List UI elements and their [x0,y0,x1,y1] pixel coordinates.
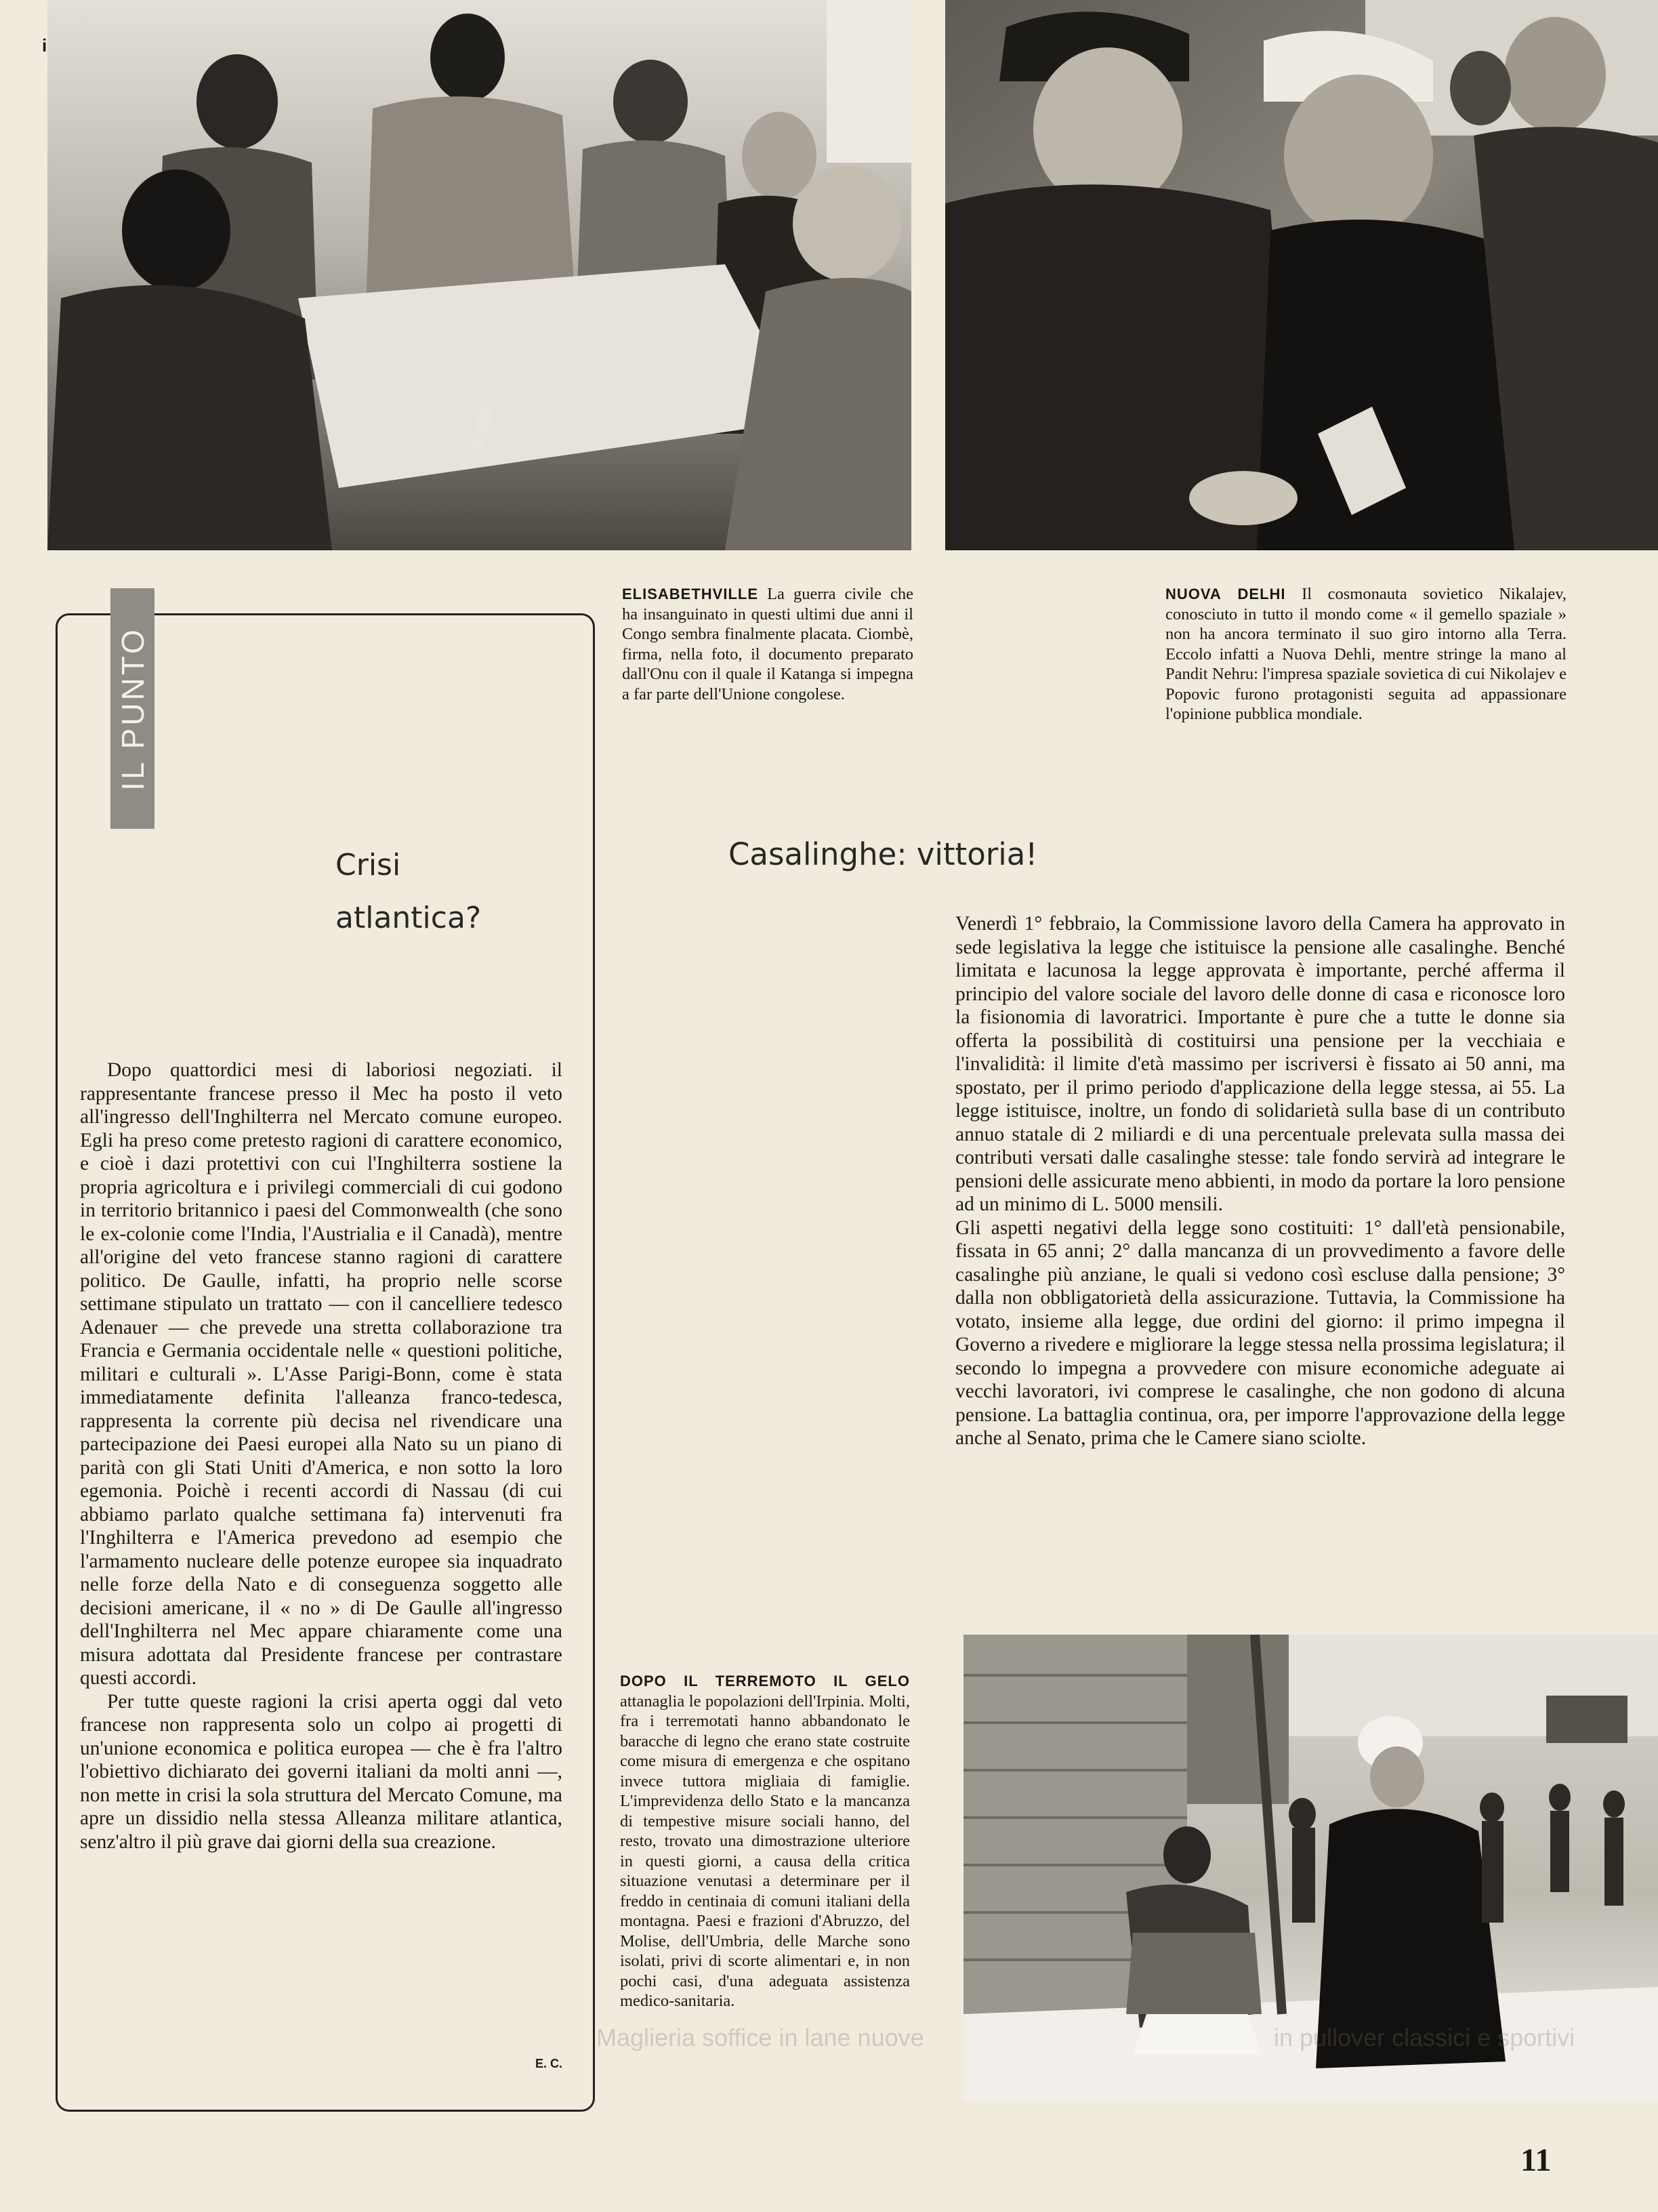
il-punto-paragraph-1: Dopo quattordici mesi di laboriosi negoziati. il rappresentante francese presso il Mec ha posto il veto all'ingresso dell'Inghilterra nel Mercato comune europeo. Egli ha preso come pretesto ragioni di carattere economico, e cioè i dazi protettivi con cui l'Inghilterra sostiene la propria agricoltura e i privilegi commerciali di cui godono in territorio britannico i paesi del Commonwealth (che sono le ex-colonie come l'India, l'Austrialia e il Canadà), mentre all'origine del veto francese stanno ragioni di carattere politico. De Gaulle, infatti, ha proprio nelle scorse settimane stipulato un trattato — con il cancelliere tedesco Adenauer — che prevede una stretta collaborazione tra Francia e Germania occidentale nelle « questioni politiche, militari e culturali ». L'Asse Parigi-Bonn, come è stata immediatamente definita l'alleanza franco-tedesca, rappresenta la corrente più decisa nel rivendicare una partecipazione dei Paesi europei alla Nato su un piano di parità con gli Stati Uniti d'America, e non sotto la loro egemonia. Poichè i recenti accordi di Nassau (di cui abbiamo parlato qualche settimana fa) intervenuti fra l'Inghilterra e l'America prevedono ad esempio che l'armamento nucleare delle potenze europee sia inquadrato nelle forze della Nato e di conseguenza soggetto alle decisioni americane, il « no » di De Gaulle all'ingresso dell'Inghilterra nel Mec appare chiaramente come una misura adottata dal Presidente francese per contrastare questi accordi. [80,1059,562,1689]
il-punto-label [110,588,154,829]
il-punto-signature: E. C. [535,2057,563,2070]
caption-terremoto-tag: DOPO IL TERREMOTO IL GELO [620,1673,910,1689]
caption-nuova-delhi-tag: NUOVA DELHI [1165,586,1286,602]
caption-elisabethville [622,584,913,704]
il-punto-title-line1: Crisi [335,848,401,882]
bleed-through-text-left: Maglieria soffice in lane nuove [596,2024,924,2051]
caption-terremoto [620,1671,910,2011]
bleed-through-text-right: in pullover classici e sportivi [1274,2024,1575,2051]
caption-elisabethville-text: La guerra civile che ha insanguinato in questi ultimi due anni il Congo sembra finalmente placata. Ciombè, firma, nella foto, il documento preparato dall'Onu con il quale il Katanga si impegna a far parte dell'Unione congolese. [622,585,914,703]
caption-terremoto-text: attanaglia le popolazioni dell'Irpinia. Molti, fra i terremotati hanno abbandonato le baracche di legno che erano state costruite come misura di emergenza e che ospitano invece tuttora migliaia di famiglie. L'imprevidenza dello Stato e la mancanza di tempestive misure sociali hanno, del resto, trovato una dimostrazione ulteriore in questi giorni, a causa della critica situazione venutasi a determinare per il freddo in centinaia di comuni italiani della montagna. Paesi e frazioni d'Abruzzo, del Molise, dell'Umbria, delle Marche sono isolati, privi di scorte alimentari e, in non pochi casi, d'una adeguata assistenza medico-sanitaria. [620,1692,910,2010]
page-corner-mark: i [42,35,47,56]
il-punto-label-text: IL PUNTO [115,626,150,791]
casalinghe-paragraph-1: Venerdì 1° febbraio, la Commissione lavoro della Camera ha approvato in sede legislativa la legge che istituisce la pensione alle casalinghe. Benché limitata e lacunosa la legge approvata è importante, perché afferma il principio del valore sociale del lavoro delle donne di casa e riconosce loro la fisionomia di lavoratrici. Importante è pure che a tutte le donne sia offerta la possibilità di costituirsi una pensione per la vecchiaia e l'invalidità: il limite d'età massimo per iscriversi è fissato ai 50 anni, ma spostato, per il primo periodo d'applicazione della legge stessa, ai 55. La legge istituisce, inoltre, un fondo di solidarietà sulla base di un contributo annuo statale di 2 miliardi e di una percentuale prelevata sulla massa dei contributi versati dalle casalinghe stesse: tale fondo servirà ad integrare le pensioni delle assicurate meno abbienti, in modo da portare la loro pensione ad un minimo di L. 5000 mensili. [955,913,1565,1215]
page-number: 11 [1520,2142,1552,2178]
photo-nuova-delhi [945,0,1658,550]
il-punto-paragraph-2: Per tutte queste ragioni la crisi aperta oggi dal veto francese non rappresenta solo un colpo ai progetti di un'unione economica e politica europea — che è fra l'altro l'obiettivo dichiarato dei governi italiani da molti anni —, non mette in crisi la sola struttura del Mercato Comune, ma apre un dissidio nella stessa Alleanza militare atlantica, senz'altro il più grave dai giorni della sua creazione. [80,1690,562,1853]
il-punto-title-line2: atlantica? [335,901,482,935]
il-punto-body [80,1059,562,1853]
caption-nuova-delhi [1165,584,1567,724]
casalinghe-paragraph-2: Gli aspetti negativi della legge sono costituiti: 1° dall'età pensionabile, fissata in 65 anni; 2° dalla mancanza di un provvedimento a favore delle casalinghe più anziane, le quali si vedono così escluse dalla pensione; 3° dalla non obbligatorietà della assicurazione. Tuttavia, la Commissione ha votato, insieme alla legge, due ordini del giorno: il primo impegna il Governo a rivedere e migliorare la legge stessa nella prossima legislatura; il secondo lo impegna a provvedere con misure economiche adeguate ai vecchi lavoratori, ivi comprese le casalinghe, che non godono di alcuna pensione. La battaglia continua, ora, per imporre l'approvazione della legge anche al Senato, prima che le Camere siano sciolte. [955,1216,1565,1449]
caption-nuova-delhi-text: Il cosmonauta sovietico Nikalajev, conosciuto in tutto il mondo come « il gemello spaziale » non ha ancora terminato il suo giro intorno alla Terra. Eccolo infatti a Nuova Dehli, mentre stringe la mano al Pandit Nehru: l'impresa spaziale sovietica di cui Nikolajev e Popovic furono protagonisti seguita ad appassionare l'opinione pubblica mondiale. [1165,585,1567,723]
caption-elisabethville-tag: ELISABETHVILLE [622,586,759,602]
il-punto-title [335,839,481,945]
photo-elisabethville [47,0,911,550]
casalinghe-title: Casalinghe: vittoria! [728,836,1038,872]
casalinghe-body [955,912,1565,1450]
